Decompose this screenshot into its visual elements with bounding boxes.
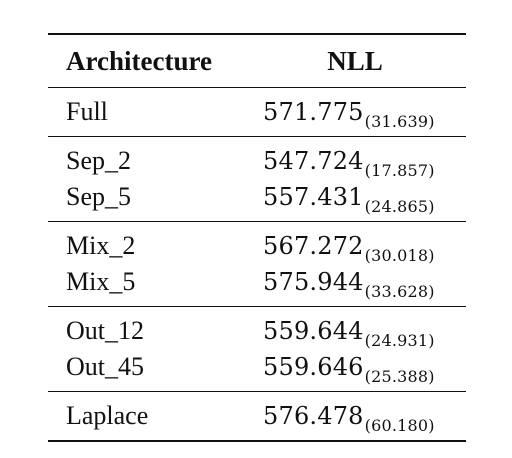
architecture-cell: Laplace bbox=[66, 401, 149, 430]
nll-mean: 571.775 bbox=[263, 98, 364, 126]
nll-std: (24.931) bbox=[364, 331, 435, 350]
header-nll: NLL bbox=[327, 45, 383, 76]
table-row bbox=[48, 307, 466, 350]
nll-mean: 557.431 bbox=[263, 183, 364, 211]
architecture-cell: Out_45 bbox=[66, 352, 144, 381]
nll-std: (33.628) bbox=[364, 282, 435, 301]
architecture-cell: Full bbox=[66, 97, 108, 126]
architecture-cell: Sep_2 bbox=[66, 146, 131, 175]
nll-cell bbox=[244, 137, 466, 180]
nll-mean: 559.644 bbox=[263, 317, 364, 345]
nll-cell bbox=[244, 307, 466, 350]
results-table-container bbox=[48, 33, 466, 442]
table-row bbox=[48, 222, 466, 265]
group-mix bbox=[48, 222, 466, 307]
architecture-cell: Mix_5 bbox=[66, 267, 136, 296]
nll-cell bbox=[244, 88, 466, 137]
architecture-cell: Sep_5 bbox=[66, 182, 131, 211]
table-row bbox=[48, 264, 466, 307]
table-row bbox=[48, 179, 466, 222]
nll-cell bbox=[244, 179, 466, 222]
table-row bbox=[48, 137, 466, 180]
architecture-cell: Out_12 bbox=[66, 316, 144, 345]
architecture-cell: Mix_2 bbox=[66, 231, 136, 260]
group-full bbox=[48, 88, 466, 137]
nll-mean: 559.646 bbox=[263, 353, 364, 381]
nll-mean: 567.272 bbox=[263, 232, 364, 260]
nll-std: (24.865) bbox=[364, 197, 435, 216]
results-table bbox=[48, 33, 466, 442]
nll-std: (25.388) bbox=[364, 367, 435, 386]
table-header bbox=[48, 34, 466, 88]
group-sep bbox=[48, 137, 466, 222]
nll-cell bbox=[244, 349, 466, 392]
header-architecture: Architecture bbox=[66, 45, 212, 76]
table-row bbox=[48, 392, 466, 442]
table-row bbox=[48, 88, 466, 137]
nll-mean: 547.724 bbox=[263, 147, 364, 175]
nll-cell bbox=[244, 264, 466, 307]
nll-cell bbox=[244, 222, 466, 265]
nll-std: (30.018) bbox=[364, 246, 435, 265]
nll-std: (60.180) bbox=[364, 416, 435, 435]
nll-std: (17.857) bbox=[364, 161, 435, 180]
group-out bbox=[48, 307, 466, 392]
table-row bbox=[48, 349, 466, 392]
nll-mean: 576.478 bbox=[263, 402, 364, 430]
group-laplace bbox=[48, 392, 466, 442]
nll-mean: 575.944 bbox=[263, 268, 364, 296]
header-row bbox=[48, 34, 466, 88]
nll-std: (31.639) bbox=[364, 112, 435, 131]
nll-cell bbox=[244, 392, 466, 442]
